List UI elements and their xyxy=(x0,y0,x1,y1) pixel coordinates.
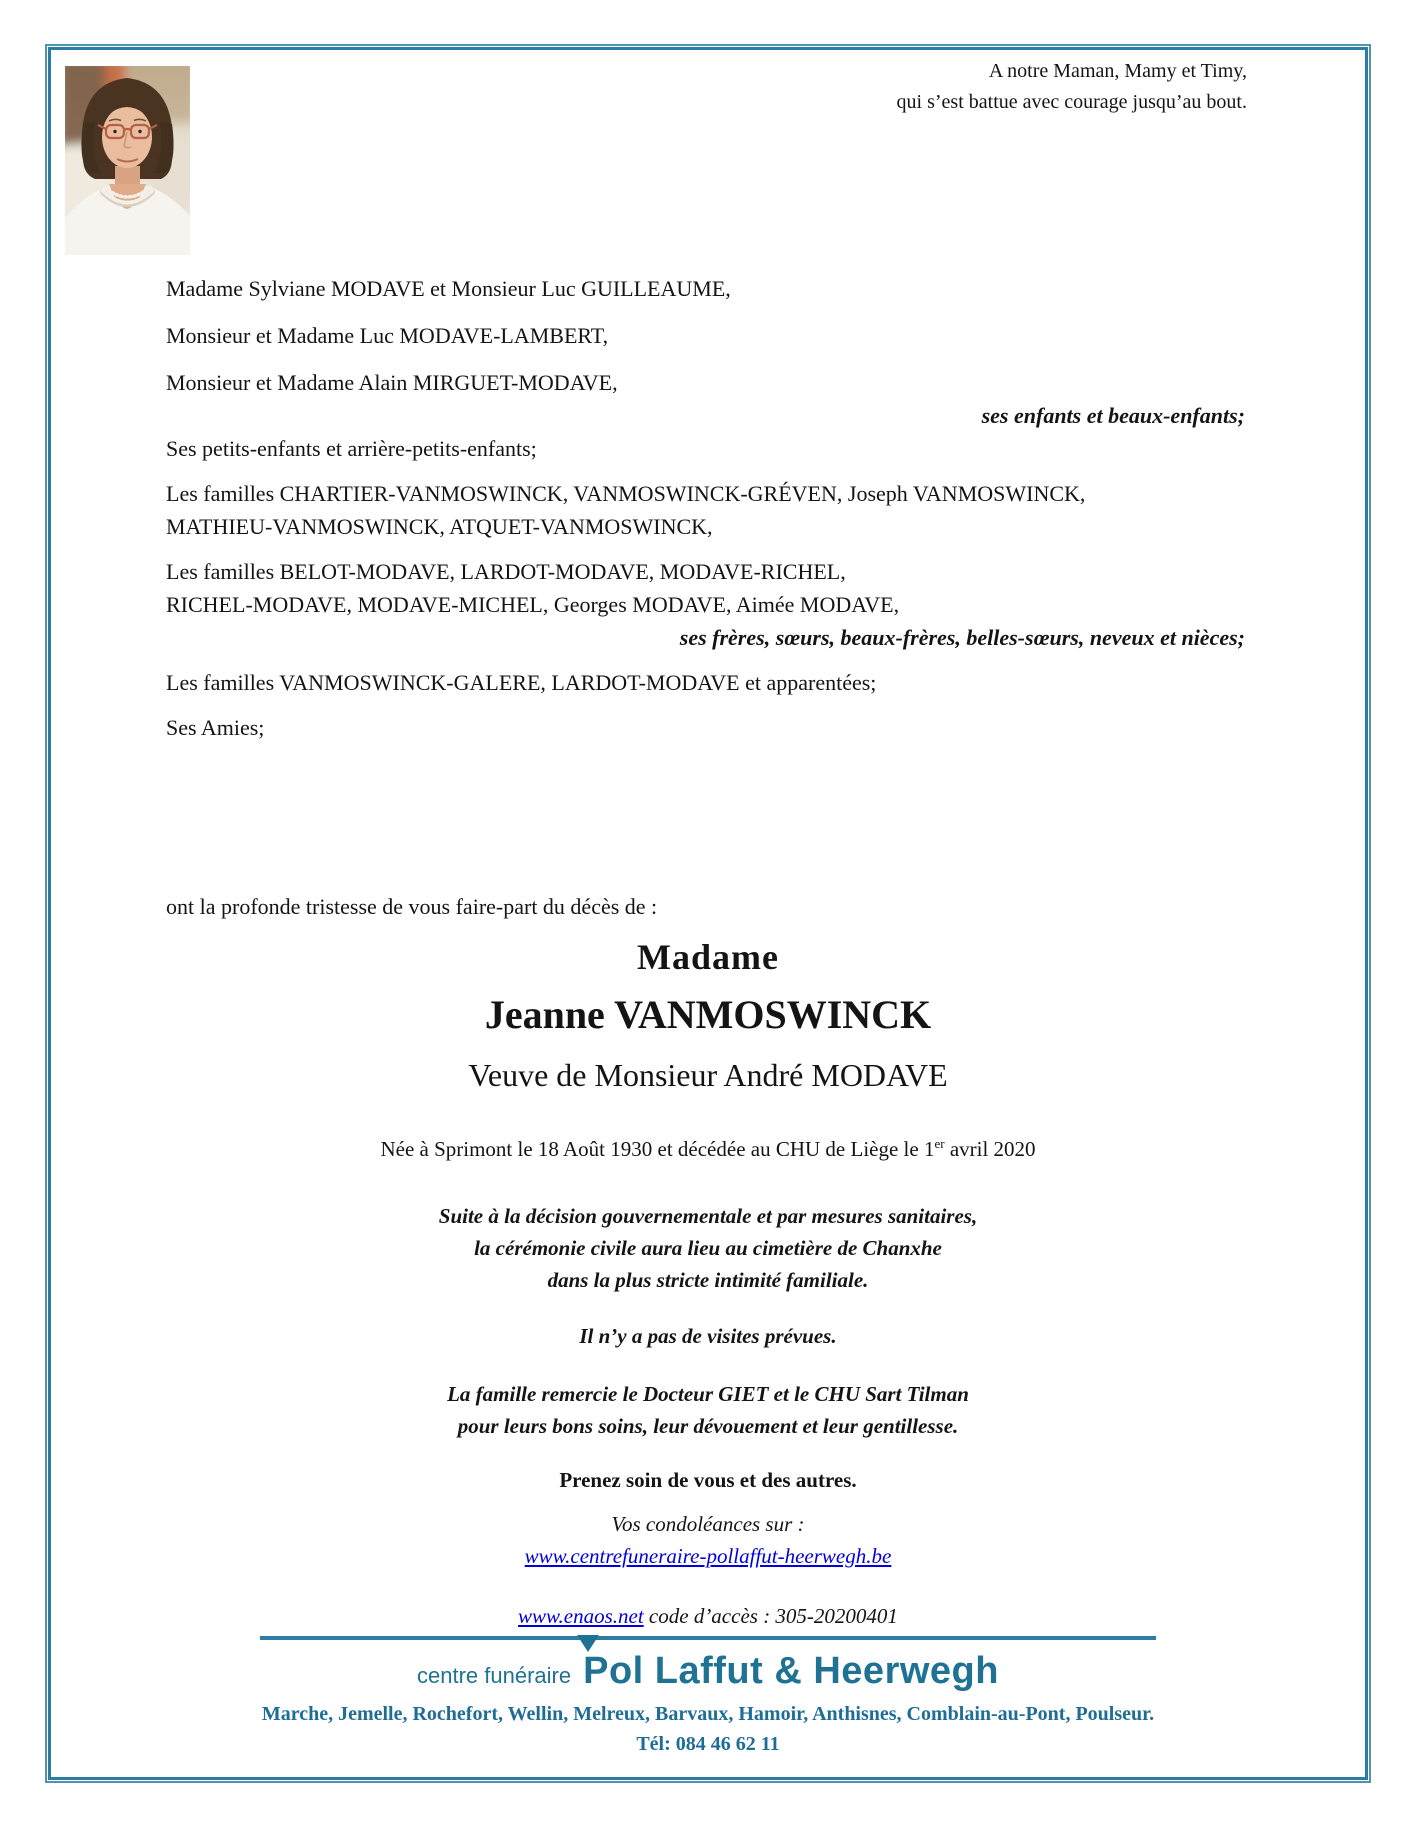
family-line-daughter: Madame Sylviane MODAVE et Monsieur Luc GUILLEAUME, xyxy=(166,276,731,301)
birth-death-line xyxy=(51,1129,1365,1164)
relatives-list xyxy=(166,272,1245,744)
announcement-intro xyxy=(166,890,1245,923)
portrait-photo xyxy=(65,66,190,255)
funeral-home-website-link[interactable]: www.centrefuneraire-pollaffut-heerwegh.be xyxy=(524,1544,892,1568)
birth-death-prefix: Née à Sprimont le 18 Août 1930 et décédée au CHU de Liège le 1 xyxy=(380,1137,935,1161)
announcement-page xyxy=(51,51,1365,1776)
family-line-families1a: Les familles CHARTIER-VANMOSWINCK, VANMOSWINCK-GRÉVEN, Joseph VANMOSWINCK, xyxy=(166,481,1086,506)
announcement-intro-text: ont la profonde tristesse de vous faire-part du décès de : xyxy=(166,894,658,919)
deceased-block xyxy=(51,935,1365,1164)
no-visits-note: Il n’y a pas de visites prévues. xyxy=(579,1324,837,1348)
funeral-home-footer xyxy=(51,1649,1365,1757)
funeral-home-logo xyxy=(51,1649,1365,1693)
deceased-name: Jeanne VANMOSWINCK xyxy=(484,992,932,1037)
family-line-grandchildren: Ses petits-enfants et arrière-petits-enfants; xyxy=(166,436,537,461)
condolences-block xyxy=(51,1508,1365,1632)
dedication-line2: qui s’est battue avec courage jusqu’au bout. xyxy=(896,91,1247,113)
family-line-son2: Monsieur et Madame Alain MIRGUET-MODAVE, xyxy=(166,370,618,395)
footer-separator-line xyxy=(260,1636,1156,1640)
birth-death-suffix: avril 2020 xyxy=(944,1137,1036,1161)
thanks-line2: pour leurs bons soins, leur dévouement et leur gentillesse. xyxy=(457,1414,959,1438)
ceremony-line2: la cérémonie civile aura lieu au cimetière de Chanxhe xyxy=(474,1236,942,1260)
relation-note-children: ses enfants et beaux-enfants; xyxy=(981,403,1245,428)
family-line-friends: Ses Amies; xyxy=(166,715,265,740)
enaos-link[interactable]: www.enaos.net xyxy=(518,1604,644,1628)
brand-tagline: centre funéraire xyxy=(417,1663,572,1688)
phone-number: Tél: 084 46 62 11 xyxy=(636,1733,780,1755)
dedication xyxy=(897,56,1247,118)
family-line-families2b: RICHEL-MODAVE, MODAVE-MICHEL, Georges MODAVE, Aimée MODAVE, xyxy=(166,592,900,617)
dedication-line1: A notre Maman, Mamy et Timy, xyxy=(988,60,1247,82)
down-triangle-icon xyxy=(577,1635,599,1652)
enaos-access-code: code d’accès : 305-20200401 xyxy=(643,1604,898,1628)
deceased-title: Madame xyxy=(637,937,779,977)
ceremony-line3: dans la plus stricte intimité familiale. xyxy=(547,1268,869,1292)
condolences-label: Vos condoléances sur : xyxy=(611,1512,805,1536)
family-line-families1b: MATHIEU-VANMOSWINCK, ATQUET-VANMOSWINCK, xyxy=(166,514,713,539)
take-care-note: Prenez soin de vous et des autres. xyxy=(559,1468,857,1492)
relation-note-siblings: ses frères, sœurs, beaux-frères, belles-sœurs, neveux et nièces; xyxy=(679,625,1245,650)
brand-name: Pol Laffut & Heerwegh xyxy=(583,1650,999,1692)
branch-towns: Marche, Jemelle, Rochefort, Wellin, Melreux, Barvaux, Hamoir, Anthisnes, Comblain-au-Pont, Poulseur. xyxy=(261,1703,1155,1725)
ceremony-line1: Suite à la décision gouvernementale et par mesures sanitaires, xyxy=(438,1204,978,1228)
thanks-block xyxy=(51,1378,1365,1496)
family-line-families3: Les familles VANMOSWINCK-GALERE, LARDOT-MODAVE et apparentées; xyxy=(166,670,877,695)
family-line-son1: Monsieur et Madame Luc MODAVE-LAMBERT, xyxy=(166,323,609,348)
thanks-line1: La famille remercie le Docteur GIET et le CHU Sart Tilman xyxy=(447,1382,969,1406)
family-line-families2a: Les familles BELOT-MODAVE, LARDOT-MODAVE, MODAVE-RICHEL, xyxy=(166,559,846,584)
birth-death-ordinal: er xyxy=(934,1136,945,1151)
ceremony-notice xyxy=(51,1200,1365,1352)
deceased-widow-of: Veuve de Monsieur André MODAVE xyxy=(468,1057,948,1093)
